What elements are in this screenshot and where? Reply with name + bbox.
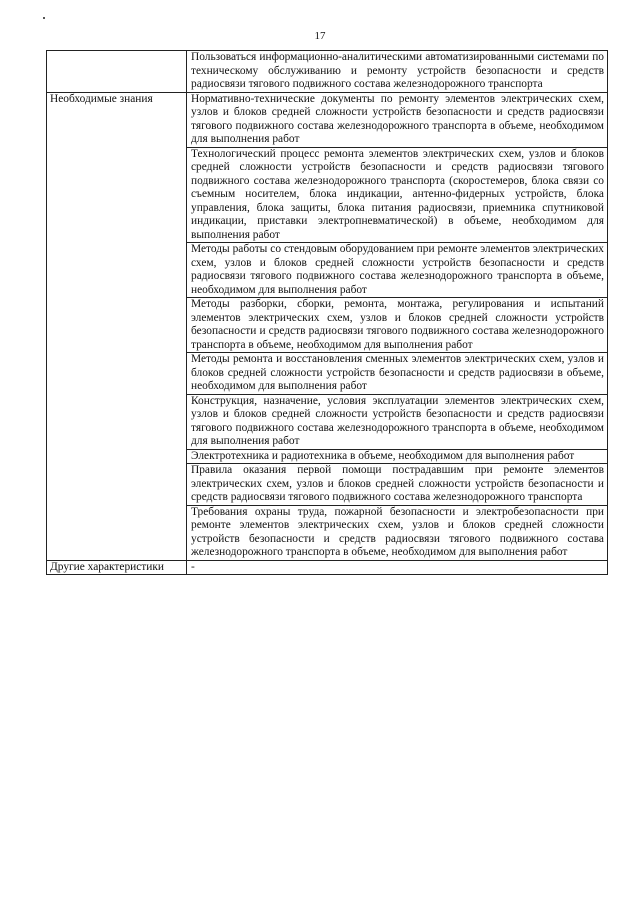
row-content: Конструкция, назначение, условия эксплуатации элементов электрических схем, узлов и блоков средней сложности устройств безопасности и средств радиосвязи тягового подвижного состава железнодорожного транспорта в объеме, необходимом для выполнения работ <box>187 394 608 449</box>
page-number: 17 <box>314 30 326 42</box>
row-label-knowledge: Необходимые знания <box>47 92 187 560</box>
table-row <box>47 560 608 575</box>
row-content: Требования охраны труда, пожарной безопасности и электробезопасности при ремонте элементов электрических схем, узлов и блоков средней сложности устройств безопасности и средств радиосвязи тягового подвижного состава железнодорожного транспорта в объеме, необходимом для выполнения работ <box>187 505 608 560</box>
requirements-table <box>46 50 608 575</box>
row-content: Электротехника и радиотехника в объеме, необходимом для выполнения работ <box>187 449 608 464</box>
row-content: Технологический процесс ремонта элементов электрических схем, узлов и блоков средней сложности устройств безопасности и средств радиосвязи тягового подвижного состава железнодорожного транспорта (скоростемеров, блока связи со съемным носителем, блока индикации, антенно-фидерных устройств, блока управления, блока защиты, блока питания радиосвязи, приемника спутниковой индикации, приставки электропневматической) в объеме, необходимом для выполнения работ <box>187 147 608 243</box>
table-row <box>47 92 608 147</box>
table-row <box>47 51 608 93</box>
row-content: Методы работы со стендовым оборудованием при ремонте элементов электрических схем, узлов и блоков средней сложности устройств безопасности и средств радиосвязи тягового подвижного состава железнодорожного транспорта в объеме, необходимом для выполнения работ <box>187 243 608 298</box>
scan-dot <box>43 17 45 19</box>
row-label-other: Другие характеристики <box>47 560 187 575</box>
row-content: - <box>187 560 608 575</box>
row-content: Пользоваться информационно-аналитическими автоматизированными системами по техническому обслуживанию и ремонту устройств безопасности и средств радиосвязи тягового подвижного состава железнодорожного транспорта <box>187 51 608 93</box>
row-label <box>47 51 187 93</box>
row-content: Методы ремонта и восстановления сменных элементов электрических схем, узлов и блоков средней сложности устройств безопасности и средств радиосвязи в объеме, необходимом для выполнения работ <box>187 353 608 395</box>
row-content: Правила оказания первой помощи пострадавшим при ремонте элементов электрических схем, узлов и блоков средней сложности устройств безопасности и средств радиосвязи тягового подвижного состава железнодорожного транспорта <box>187 464 608 506</box>
row-content: Методы разборки, сборки, ремонта, монтажа, регулирования и испытаний элементов электрических схем, узлов и блоков средней сложности устройств безопасности и средств радиосвязи тягового подвижного состава железнодорожного транспорта в объеме, необходимом для выполнения работ <box>187 298 608 353</box>
row-content: Нормативно-технические документы по ремонту элементов электрических схем, узлов и блоков средней сложности устройств безопасности и средств радиосвязи тягового подвижного состава железнодорожного транспорта в объеме, необходимом для выполнения работ <box>187 92 608 147</box>
